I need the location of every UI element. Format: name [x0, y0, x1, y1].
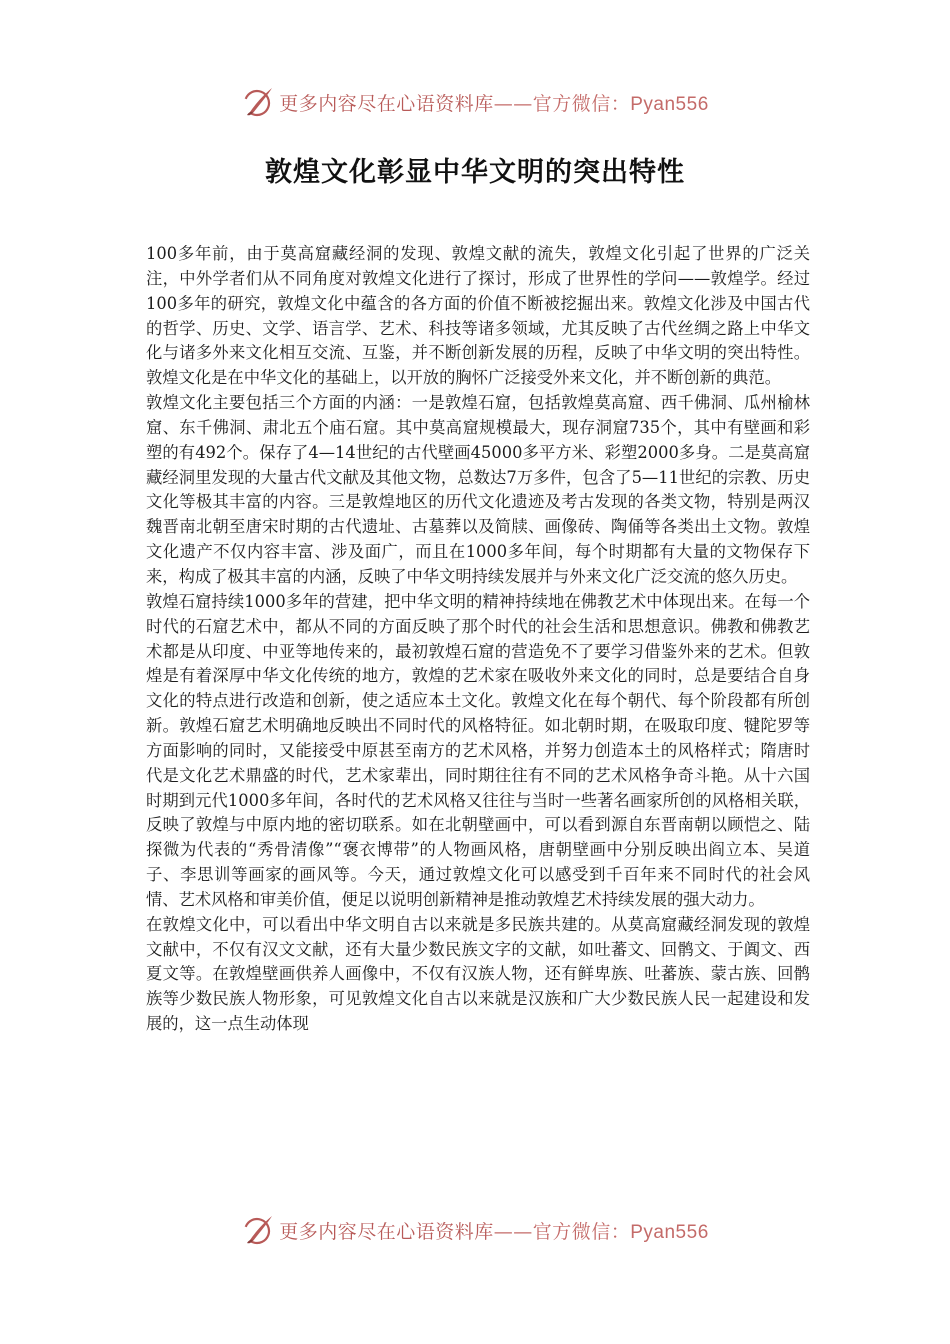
footer-banner	[0, 1210, 950, 1250]
paragraph-3: 敦煌石窟持续1000多年的营建，把中华文明的精神持续地在佛教艺术中体现出来。在每一个时代的石窟艺术中，都从不同的方面反映了那个时代的社会生活和思想意识。佛教和佛教艺术都是从印度、中亚等地传来的，最初敦煌石窟的营造免不了要学习借鉴外来的艺术。但敦煌是有着深厚中华文化传统的地方，敦煌的艺术家在吸收外来文化的同时，总是要结合自身文化的特点进行改造和创新，使之适应本土文化。敦煌文化在每个朝代、每个阶段都有所创新。敦煌石窟艺术明确地反映出不同时代的风格特征。如北朝时期，在吸取印度、犍陀罗等方面影响的同时，又能接受中原甚至南方的艺术风格，并努力创造本土的风格样式；隋唐时代是文化艺术鼎盛的时代，艺术家辈出，同时期往往有不同的艺术风格争奇斗艳。从十六国时期到元代1000多年间，各时代的艺术风格又往往与当时一些著名画家所创的风格相关联，反映了敦煌与中原内地的密切联系。如在北朝壁画中，可以看到源自东晋南朝以顾恺之、陆探微为代表的“秀骨清像”“褒衣博带”的人物画风格，唐朝壁画中分别反映出阎立本、吴道子、李思训等画家的画风等。今天，通过敦煌文化可以感受到千百年来不同时代的社会风情、艺术风格和审美价值，便足以说明创新精神是推动敦煌艺术持续发展的强大动力。	[146, 591, 810, 909]
paragraph-1: 100多年前，由于莫高窟藏经洞的发现、敦煌文献的流失，敦煌文化引起了世界的广泛关注，中外学者们从不同角度对敦煌文化进行了探讨，形成了世界性的学问——敦煌学。经过100多年的研究，敦煌文化中蕴含的各方面的价值不断被挖掘出来。敦煌文化涉及中国古代的哲学、历史、文学、语言学、艺术、科技等诸多领域，尤其反映了古代丝绸之路上中华文化与诸多外来文化相互交流、互鉴，并不断创新发展的历程，反映了中华文明的突出特性。敦煌文化是在中华文化的基础上，以开放的胸怀广泛接受外来文化，并不断创新的典范。	[146, 244, 810, 388]
header-banner-text	[279, 89, 709, 116]
footer-banner-main: 更多内容尽在心语资料库	[279, 1220, 494, 1243]
header-banner-separator: ——	[493, 92, 533, 115]
document-title: 敦煌文化彰显中华文明的突出特性	[265, 157, 685, 188]
paragraph-4: 在敦煌文化中，可以看出中华文明自古以来就是多民族共建的。从莫高窟藏经洞发现的敦煌文献中，不仅有汉文文献，还有大量少数民族文字的文献，如吐蕃文、回鹘文、于阗文、西夏文等。在敦煌壁画供养人画像中，不仅有汉族人物，还有鲜卑族、吐蕃族、蒙古族、回鹘族等少数民族人物形象，可见敦煌文化自古以来就是汉族和广大少数民族人民一起建设和发展的，这一点生动体现	[146, 914, 810, 1034]
document-body	[146, 242, 810, 1037]
paragraph-2: 敦煌文化主要包括三个方面的内涵：一是敦煌石窟，包括敦煌莫高窟、西千佛洞、瓜州榆林窟、东千佛洞、肃北五个庙石窟。其中莫高窟规模最大，现存洞窟735个，其中有壁画和彩塑的有492个。保存了4—14世纪的古代壁画45000多平方米、彩塑2000多身。二是莫高窟藏经洞里发现的大量古代文献及其他文物，总数达7万多件，包含了5—11世纪的宗教、历史文化等极其丰富的内容。三是敦煌地区的历代文化遗迹及考古发现的各类文物，特别是两汉魏晋南北朝至唐宋时期的古代遗址、古墓葬以及简牍、画像砖、陶俑等各类出土文物。敦煌文化遗产不仅内容丰富、涉及面广，而且在1000多年间，每个时期都有大量的文物保存下来，构成了极其丰富的内涵，反映了中华文明持续发展并与外来文化广泛交流的悠久历史。	[146, 393, 810, 586]
footer-banner-id: Pyan556	[630, 1221, 709, 1243]
footer-banner-text	[279, 1217, 709, 1244]
brush-logo-icon	[241, 85, 275, 119]
footer-banner-separator: ——	[493, 1220, 533, 1243]
brush-logo-icon	[241, 1213, 275, 1247]
header-banner-main: 更多内容尽在心语资料库	[279, 92, 494, 115]
header-banner-label: 官方微信：	[532, 92, 631, 115]
header-banner	[0, 82, 950, 122]
footer-banner-label: 官方微信：	[532, 1220, 631, 1243]
header-banner-id: Pyan556	[630, 93, 709, 115]
